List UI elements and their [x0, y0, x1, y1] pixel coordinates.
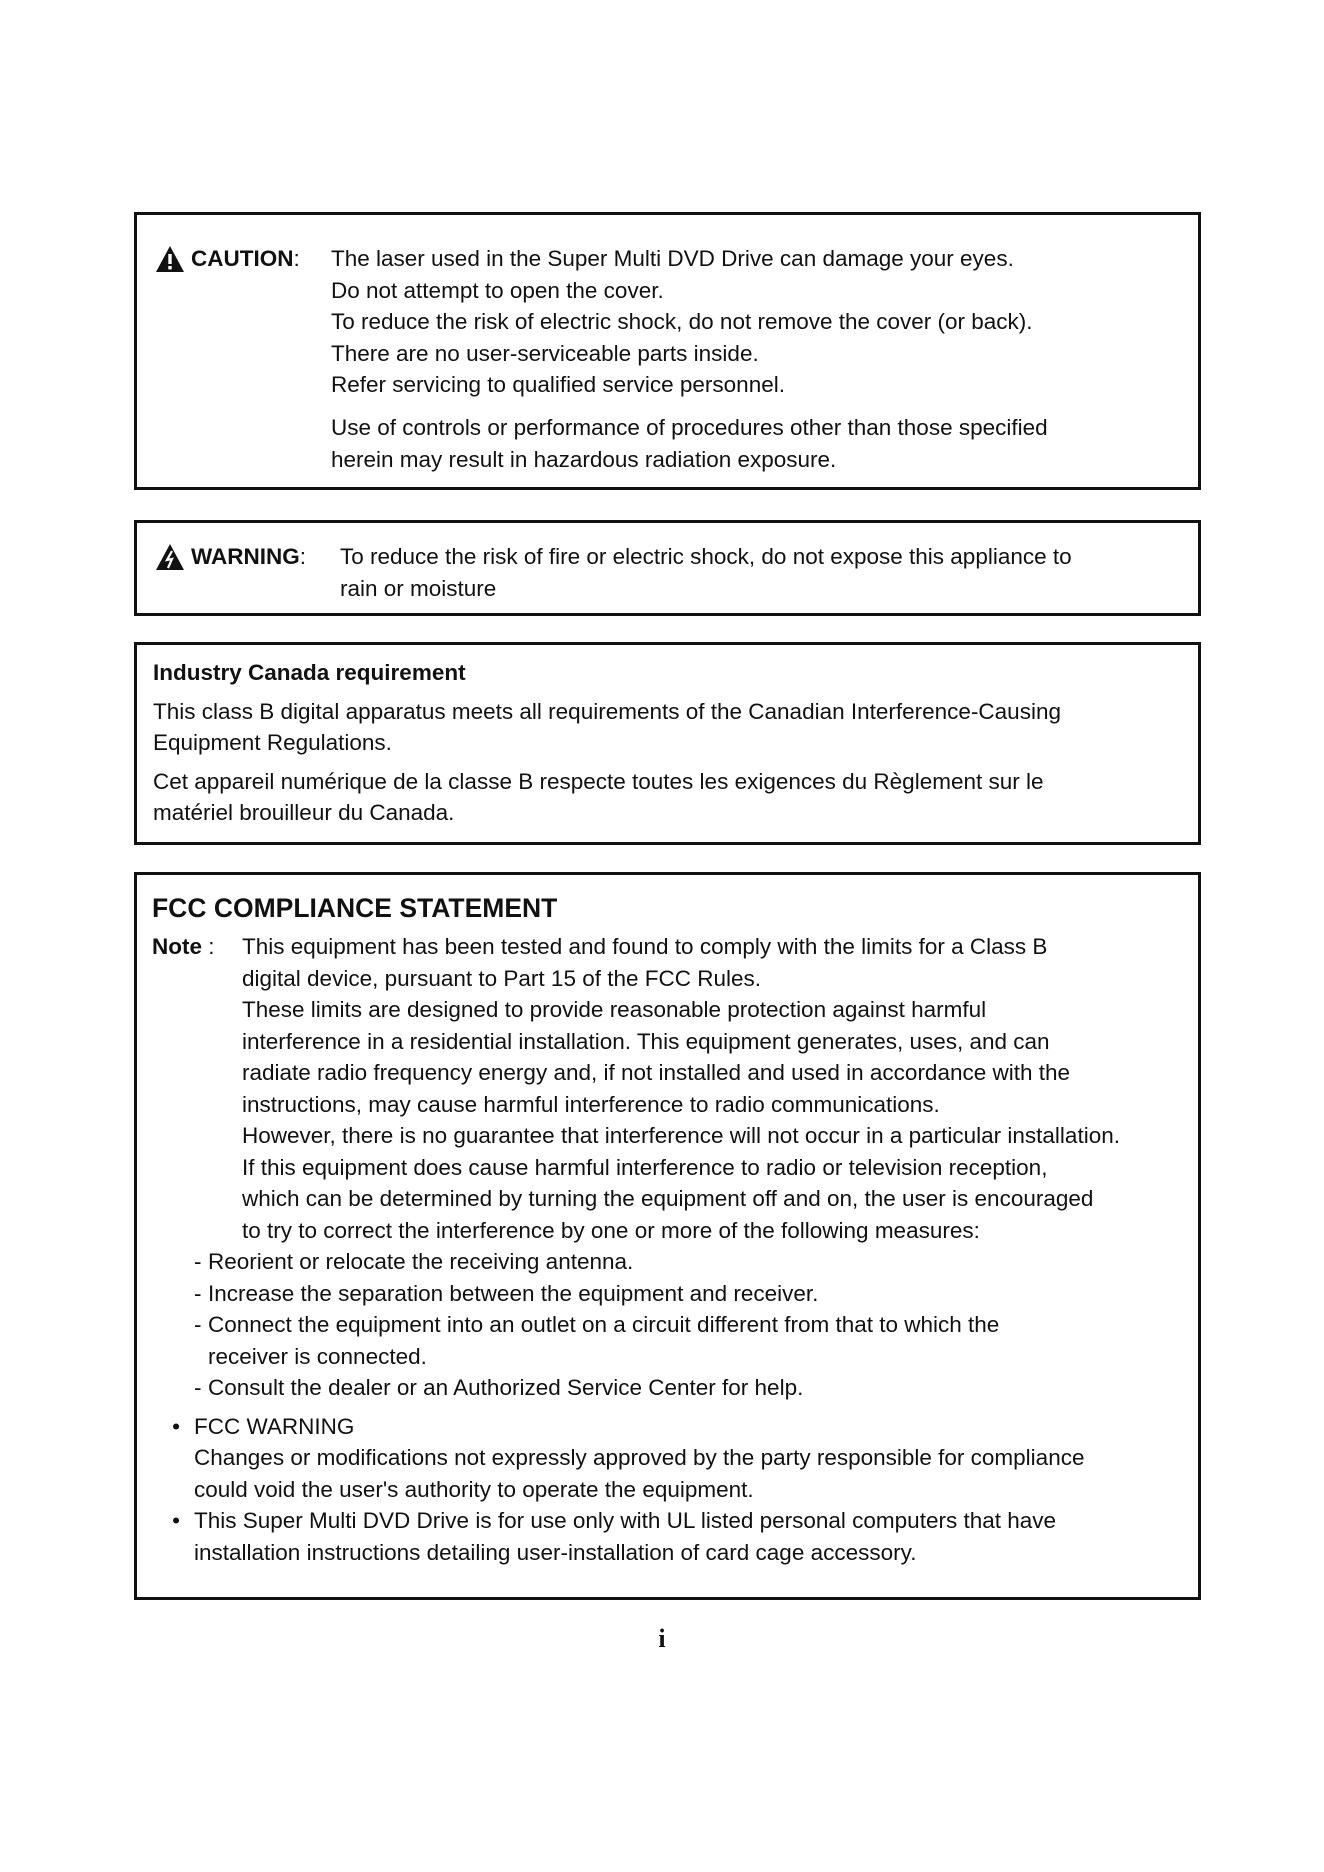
note-label: Note : — [152, 934, 215, 959]
note-line: However, there is no guarantee that interference will not occur in a particular installation. — [242, 1123, 1120, 1148]
note-line: This equipment has been tested and found to comply with the limits for a Class B — [242, 934, 1048, 959]
caution-radiation-text — [331, 412, 1048, 475]
bullet-icon: • — [172, 1413, 180, 1439]
fcc-bullets — [152, 1411, 1192, 1569]
note-line: These limits are designed to provide reasonable protection against harmful — [242, 997, 987, 1022]
note-text — [242, 931, 1120, 1246]
warning-text — [340, 541, 1072, 604]
page-number: i — [658, 1624, 666, 1653]
caution-line: Use of controls or performance of procedures other than those specified — [331, 415, 1048, 440]
caution-line: herein may result in hazardous radiation exposure. — [331, 446, 837, 472]
warning-label: WARNING — [191, 544, 300, 569]
note-line: radiate radio frequency energy and, if not installed and used in accordance with the — [242, 1060, 1071, 1085]
ic-line: Equipment Regulations. — [153, 730, 392, 755]
list-item: - Connect the equipment into an outlet on a circuit different from that to which the receiver is connected. — [194, 1312, 1000, 1369]
ic-line: matériel brouilleur du Canada. — [153, 800, 455, 825]
note-line: to try to correct the interference by one or more of the following measures: — [242, 1217, 980, 1243]
fcc-compliance-box — [134, 872, 1201, 1600]
caution-line: Refer servicing to qualified service personnel. — [331, 372, 785, 397]
bullet-icon: • — [172, 1508, 180, 1533]
list-item: - Reorient or relocate the receiving antenna. — [194, 1249, 634, 1274]
caution-label: CAUTION — [191, 246, 294, 271]
caution-box — [134, 212, 1201, 490]
caution-text — [331, 243, 1033, 401]
list-item: • FCC WARNING Changes or modifications not expressly approved by the party responsible for compliance could void the user's authority to operate the equipment. — [152, 1411, 1192, 1506]
warning-separator: : — [299, 544, 307, 569]
warning-triangle-icon — [155, 245, 185, 273]
note-line: which can be determined by turning the equipment off and on, the user is encouraged — [242, 1186, 1094, 1211]
warning-heading — [155, 541, 306, 573]
note-line: interference in a residential installation. This equipment generates, uses, and can — [242, 1028, 1050, 1054]
note-line: digital device, pursuant to Part 15 of the FCC Rules. — [242, 965, 762, 991]
caution-line: Do not attempt to open the cover. — [331, 277, 664, 303]
fcc-title: FCC COMPLIANCE STATEMENT — [152, 893, 558, 923]
caution-heading — [155, 243, 300, 275]
ic-line: Cet appareil numérique de la classe B respecte toutes les exigences du Règlement sur le — [153, 768, 1044, 794]
note-line: instructions, may cause harmful interference to radio communications. — [242, 1091, 940, 1117]
industry-canada-title: Industry Canada requirement — [153, 660, 466, 685]
caution-line: The laser used in the Super Multi DVD Drive can damage your eyes. — [331, 246, 1014, 271]
fcc-note — [152, 931, 1192, 1246]
warning-line: rain or moisture — [340, 575, 497, 601]
caution-separator: : — [293, 246, 300, 271]
measures-list — [152, 1246, 1192, 1404]
note-line: If this equipment does cause harmful interference to radio or television reception, — [242, 1154, 1048, 1180]
warning-box — [134, 520, 1201, 616]
warning-triangle-icon — [155, 543, 185, 571]
caution-line: There are no user-serviceable parts inside. — [331, 340, 759, 366]
list-item: • This Super Multi DVD Drive is for use only with UL listed personal computers that have installation instructions detailing user-installation of card cage accessory. — [152, 1505, 1192, 1568]
list-item: - Consult the dealer or an Authorized Service Center for help. — [194, 1375, 804, 1400]
list-item: - Increase the separation between the equipment and receiver. — [194, 1280, 819, 1306]
industry-canada-english — [153, 696, 1183, 759]
ic-line: This class B digital apparatus meets all requirements of the Canadian Interference-Causing — [153, 698, 1061, 724]
industry-canada-french — [153, 766, 1183, 829]
warning-line: To reduce the risk of fire or electric shock, do not expose this appliance to — [340, 544, 1072, 569]
industry-canada-box — [134, 642, 1201, 845]
caution-line: To reduce the risk of electric shock, do not remove the cover (or back). — [331, 309, 1033, 334]
